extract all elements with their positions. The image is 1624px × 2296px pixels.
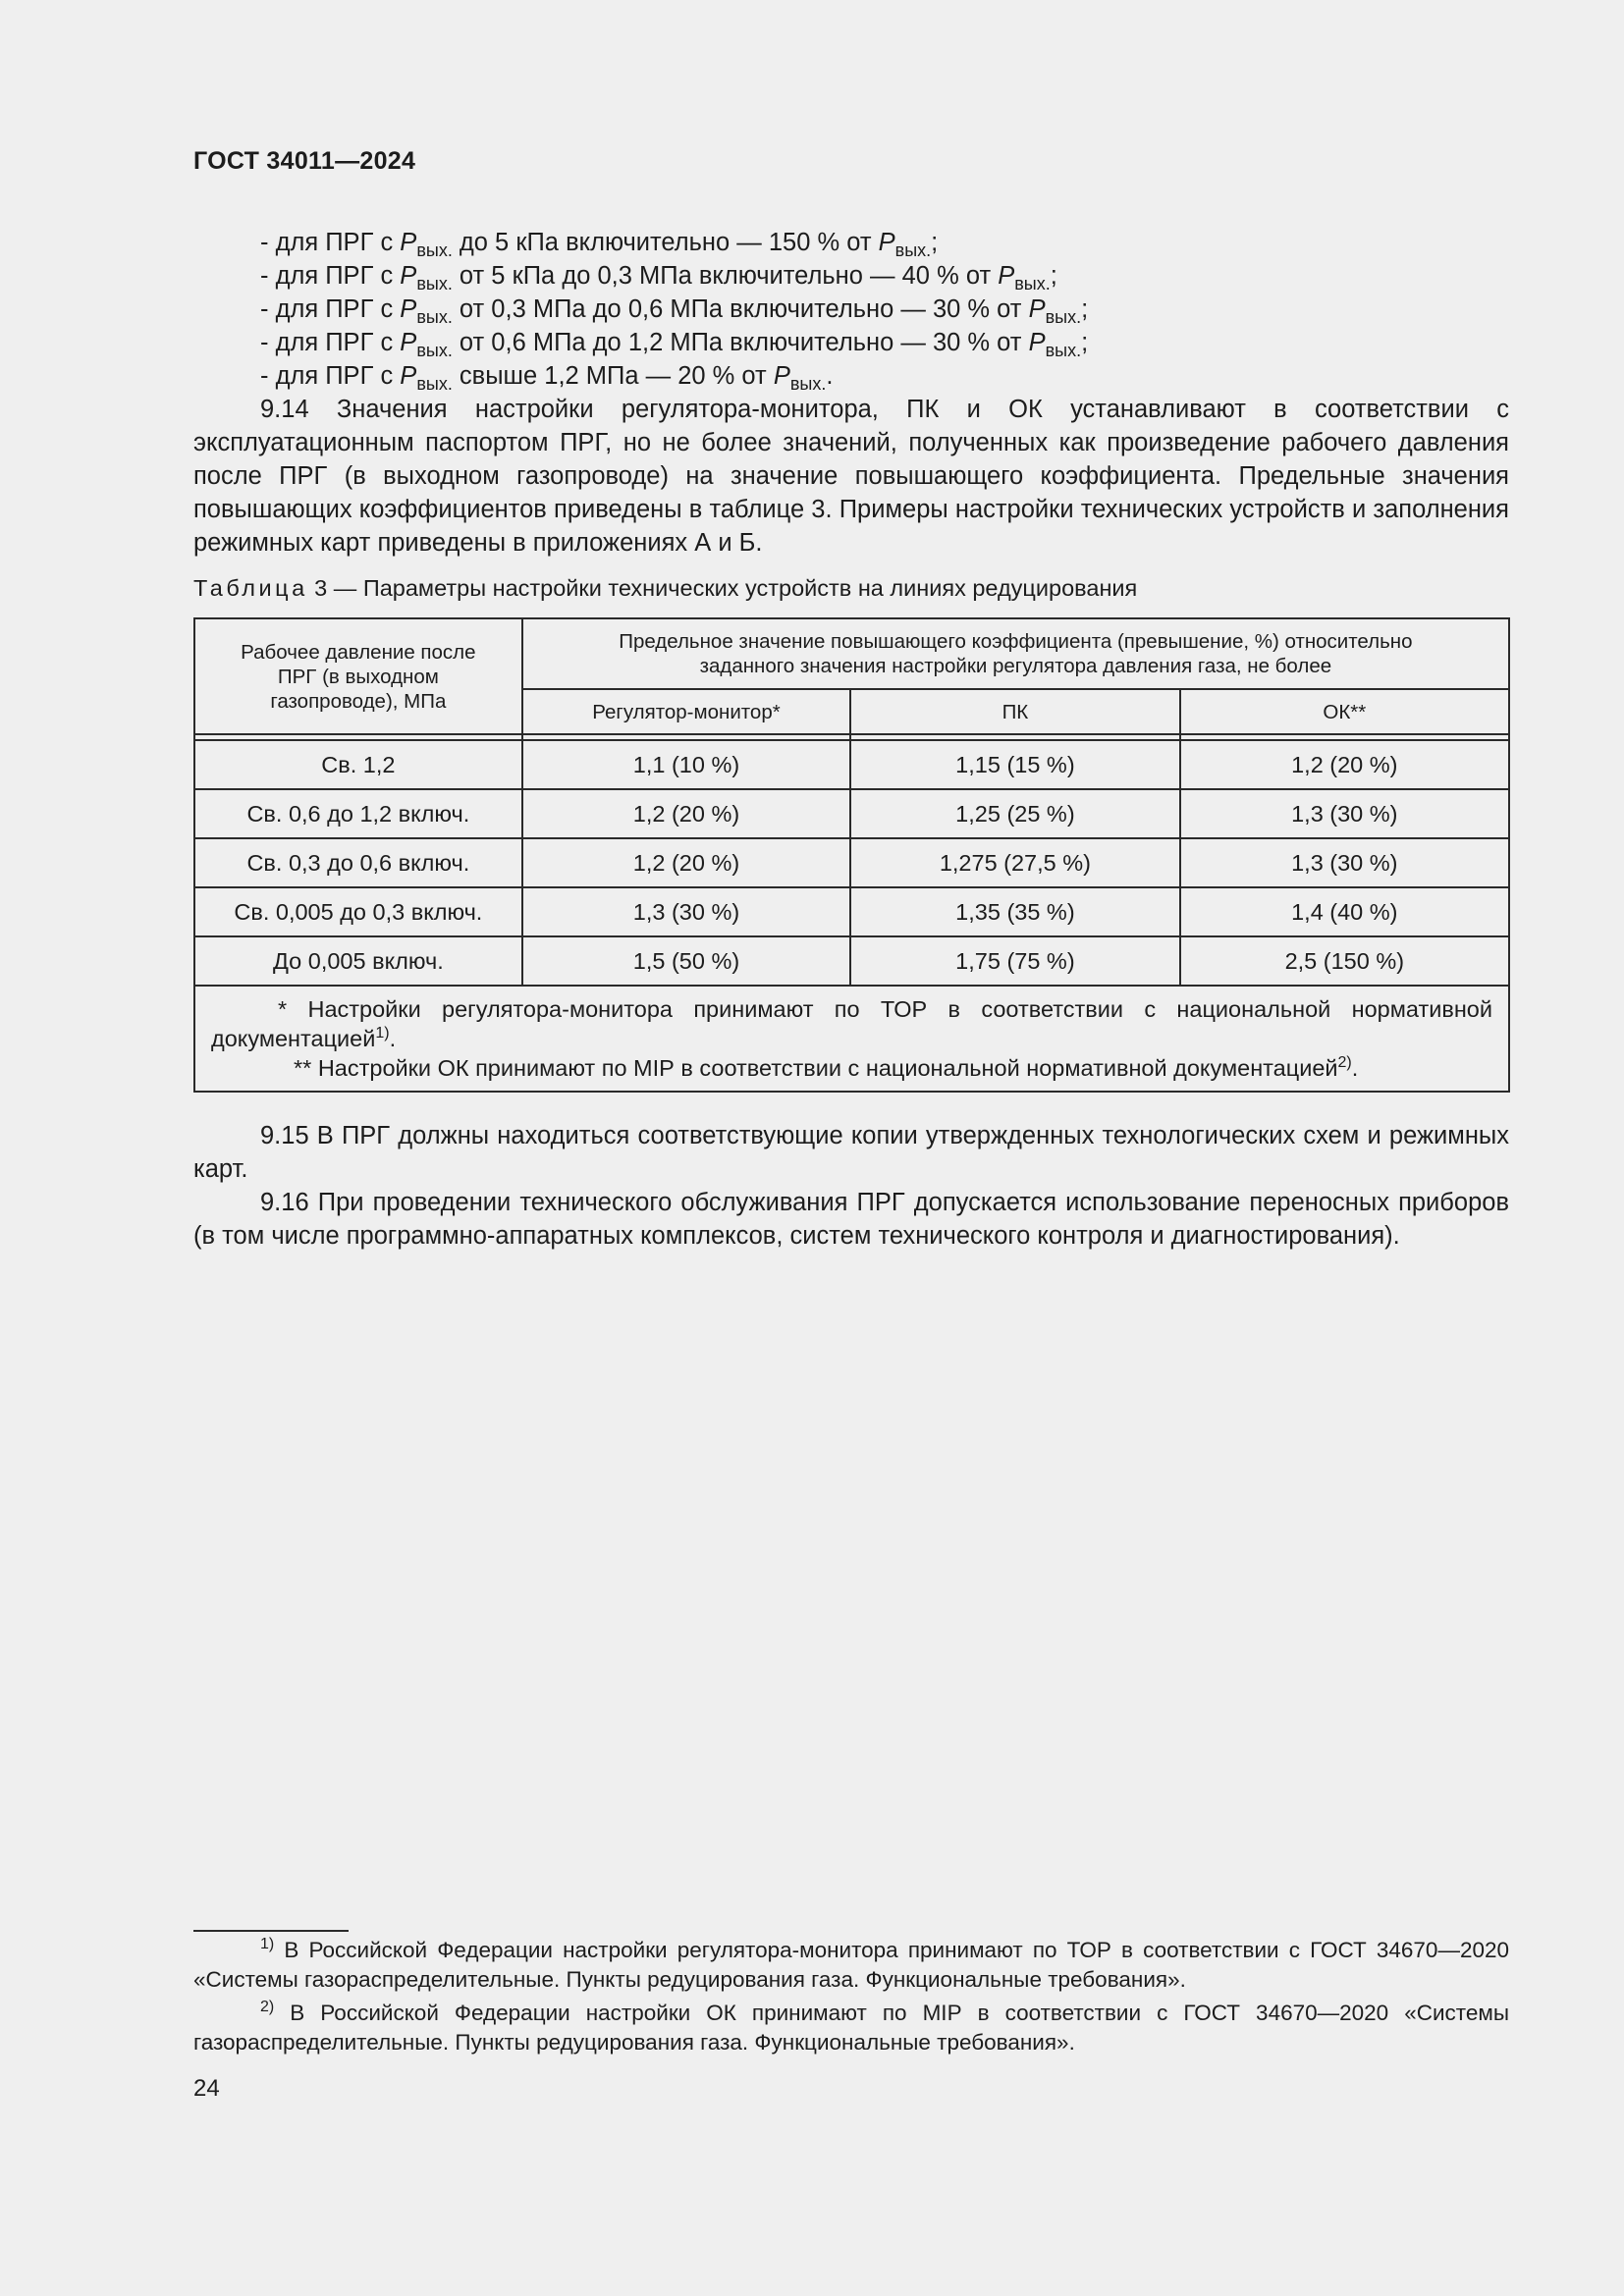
page-header: ГОСТ 34011—2024	[193, 147, 416, 175]
table-cell: Св. 1,2	[194, 740, 522, 789]
table-cell: Св. 0,3 до 0,6 включ.	[194, 838, 522, 887]
table-cell: 1,25 (25 %)	[850, 789, 1179, 838]
table-row	[194, 887, 1509, 936]
column-header-pressure: Рабочее давление после ПРГ (в выходном газопроводе), МПа	[194, 618, 522, 734]
table-cell: До 0,005 включ.	[194, 936, 522, 986]
table-notes-row	[194, 986, 1509, 1092]
footnote-2: $^{2)}$ В Российской Федерации настройки ОК принимают по МIР в соответствии с ГОСТ 34670—2020 «Системы газораспределительные. Пункты редуцирования газа. Функциональные требования».	[193, 1999, 1509, 2055]
table-cell: 1,3 (30 %)	[1180, 789, 1509, 838]
table-cell: 1,1 (10 %)	[522, 740, 851, 789]
table-cell: 1,15 (15 %)	[850, 740, 1179, 789]
bullet-item: - для ПРГ с $P_{вых.}$ свыше 1,2 МПа — 20 % от $P_{вых.}$.	[260, 362, 834, 394]
table-cell: 2,5 (150 %)	[1180, 936, 1509, 986]
table-cell: Св. 0,005 до 0,3 включ.	[194, 887, 522, 936]
paragraph-9-16: 9.16 При проведении технического обслуживания ПРГ допускается использование переносных приборов (в том числе программно-аппаратных комплексов, систем технического контроля и диагностирования).	[193, 1189, 1509, 1250]
column-group-header: Предельное значение повышающего коэффициента (превышение, %) относительно заданного значения настройки регулятора давления газа, не более	[522, 618, 1509, 689]
footnote-divider	[193, 1930, 349, 1932]
column-header-pk: ПК	[850, 689, 1179, 734]
table-caption: Таблица 3 — Параметры настройки технических устройств на линиях редуцирования	[193, 575, 1138, 601]
column-header-ok: ОК**	[1180, 689, 1509, 734]
table-cell: 1,35 (35 %)	[850, 887, 1179, 936]
bullet-item: - для ПРГ с $P_{вых.}$ от 0,6 МПа до 1,2 МПа включительно — 30 % от $P_{вых.}$;	[260, 329, 1089, 360]
column-header-monitor: Регулятор-монитор*	[522, 689, 851, 734]
table-cell: 1,2 (20 %)	[522, 838, 851, 887]
table-header-row	[194, 618, 1509, 689]
page-number: 24	[193, 2075, 220, 2102]
paragraph-9-14: 9.14 Значения настройки регулятора-монитора, ПК и ОК устанавливают в соответствии с эксплуатационным паспортом ПРГ, но не более значений, полученных как произведение рабочего давления после ПРГ (в выходном газопроводе) на значение повышающего коэффициента. Предельные значения повышающих коэффициентов приведены в таблице 3. Примеры настройки технических устройств и заполнения режимных карт приведены в приложениях А и Б.	[193, 396, 1509, 557]
table-row	[194, 740, 1509, 789]
table-cell: 1,3 (30 %)	[1180, 838, 1509, 887]
table-row	[194, 838, 1509, 887]
table-row	[194, 789, 1509, 838]
settings-table	[193, 617, 1510, 1093]
table-cell: 1,2 (20 %)	[1180, 740, 1509, 789]
table-notes	[194, 986, 1509, 1092]
table-cell: 1,2 (20 %)	[522, 789, 851, 838]
bullet-item: - для ПРГ с $P_{вых.}$ от 0,3 МПа до 0,6 МПа включительно — 30 % от $P_{вых.}$;	[260, 295, 1089, 327]
table-cell: Св. 0,6 до 1,2 включ.	[194, 789, 522, 838]
table-note-1: * Настройки регулятора-монитора принимают по ТОР в соответствии с национальной нормативной документацией$^{1)}$.	[211, 996, 1492, 1051]
footnote-1: $^{1)}$ В Российской Федерации настройки регулятора-монитора принимают по ТОР в соответствии с ГОСТ 34670—2020 «Системы газораспределительные. Пункты редуцирования газа. Функциональные требования».	[193, 1936, 1509, 1992]
table-cell: 1,3 (30 %)	[522, 887, 851, 936]
table-row	[194, 936, 1509, 986]
bullet-item: - для ПРГ с $P_{вых.}$ до 5 кПа включительно — 150 % от $P_{вых.}$;	[260, 229, 939, 260]
bullet-item: - для ПРГ с $P_{вых.}$ от 5 кПа до 0,3 МПа включительно — 40 % от $P_{вых.}$;	[260, 262, 1057, 294]
paragraph-9-15: 9.15 В ПРГ должны находиться соответствующие копии утвержденных технологических схем и режимных карт.	[193, 1122, 1509, 1183]
footnotes	[193, 1936, 1509, 2061]
table-note-2: ** Настройки ОК принимают по МIР в соответствии с национальной нормативной документацией$^{2)}$.	[294, 1054, 1359, 1081]
paragraphs-after-table	[193, 1119, 1509, 1253]
table-cell: 1,4 (40 %)	[1180, 887, 1509, 936]
table-cell: 1,275 (27,5 %)	[850, 838, 1179, 887]
bullet-list	[193, 226, 1509, 560]
table-cell: 1,75 (75 %)	[850, 936, 1179, 986]
table-cell: 1,5 (50 %)	[522, 936, 851, 986]
